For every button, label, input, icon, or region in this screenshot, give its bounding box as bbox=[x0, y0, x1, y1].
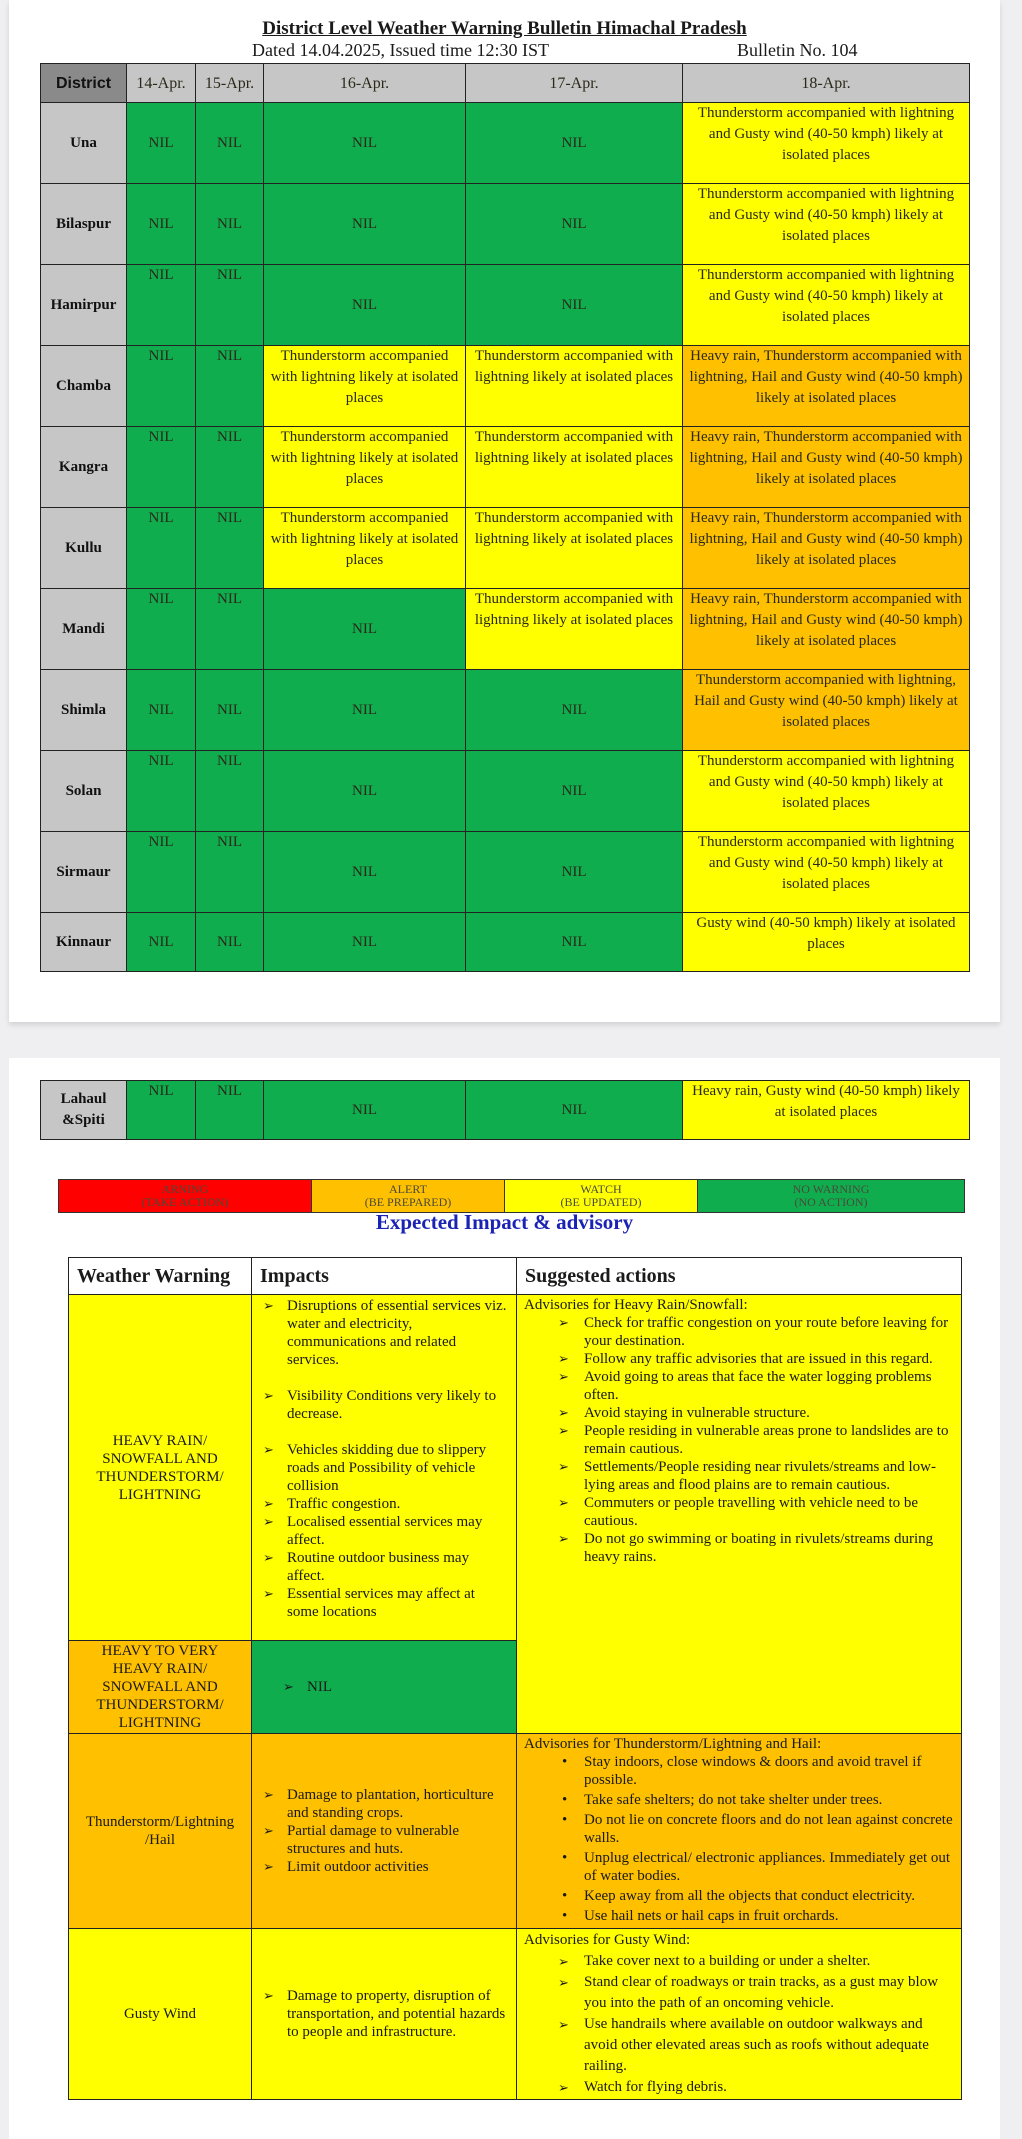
issue-date: Dated 14.04.2025, Issued time 12:30 IST bbox=[252, 40, 549, 60]
list-item: ➢ Take cover next to a building or under a shelter. bbox=[558, 1951, 956, 1972]
forecast-cell: Thunderstorm accompanied with lightning likely at isolated places bbox=[466, 589, 683, 670]
list-item: ➢ Traffic congestion. bbox=[263, 1495, 509, 1513]
warning-thunderstorm: Thunderstorm/Lightning /Hail bbox=[69, 1734, 252, 1929]
list-item: ➢ Do not go swimming or boating in rivulets/streams during heavy rains. bbox=[558, 1530, 956, 1566]
list-item: ➢ Avoid staying in vulnerable structure. bbox=[558, 1404, 956, 1422]
list-item: ➢ Localised essential services may affect. bbox=[263, 1513, 509, 1549]
list-item: • Stay indoors, close windows & doors and avoid travel if possible. bbox=[558, 1753, 956, 1789]
forecast-cell: Thunderstorm accompanied with lightning, Hail and Gusty wind (40-50 kmph) likely at isolated places bbox=[683, 670, 970, 751]
forecast-cell: NIL bbox=[264, 670, 466, 751]
list-item: ➢ Stand clear of roadways or train tracks, as a gust may blow you into the path of an oncoming vehicle. bbox=[558, 1972, 956, 2014]
list-item: ➢ Avoid going to areas that face the water logging problems often. bbox=[558, 1368, 956, 1404]
district-row bbox=[41, 832, 970, 913]
forecast-cell: NIL bbox=[127, 913, 196, 972]
bulletin-number: Bulletin No. 104 bbox=[737, 40, 858, 60]
forecast-cell: NIL bbox=[196, 832, 264, 913]
district-name: Solan bbox=[41, 751, 127, 832]
district-row bbox=[41, 508, 970, 589]
forecast-cell: Heavy rain, Thunderstorm accompanied with lightning, Hail and Gusty wind (40-50 kmph) likely at isolated places bbox=[683, 589, 970, 670]
forecast-cell: NIL bbox=[466, 751, 683, 832]
actions-gusty-wind bbox=[517, 1929, 962, 2100]
district-row bbox=[41, 670, 970, 751]
district-name: Chamba bbox=[41, 346, 127, 427]
list-item: ➢ NIL bbox=[283, 1678, 509, 1696]
actions-thunderstorm bbox=[517, 1734, 962, 1929]
impacts-gusty-wind bbox=[252, 1929, 517, 2100]
forecast-cell: NIL bbox=[196, 589, 264, 670]
forecast-cell: NIL bbox=[196, 103, 264, 184]
forecast-cell: Heavy rain, Thunderstorm accompanied with lightning, Hail and Gusty wind (40-50 kmph) likely at isolated places bbox=[683, 508, 970, 589]
forecast-cell: Thunderstorm accompanied with lightning likely at isolated places bbox=[264, 346, 466, 427]
district-row bbox=[41, 913, 970, 972]
district-row bbox=[41, 427, 970, 508]
district-row bbox=[41, 346, 970, 427]
list-item: ➢ Damage to plantation, horticulture and standing crops. bbox=[263, 1786, 509, 1822]
header-suggested-actions: Suggested actions bbox=[517, 1258, 962, 1295]
forecast-cell: Thunderstorm accompanied with lightning likely at isolated places bbox=[466, 427, 683, 508]
district-row bbox=[41, 103, 970, 184]
district-name: Bilaspur bbox=[41, 184, 127, 265]
forecast-cell: NIL bbox=[264, 751, 466, 832]
column-header-day2: 15-Apr. bbox=[196, 64, 264, 103]
legend-sublabel: (TAKE ACTION) bbox=[141, 1195, 229, 1209]
district-name: Una bbox=[41, 103, 127, 184]
list-item: ➢ Watch for flying debris. bbox=[558, 2077, 956, 2098]
district-name: Kullu bbox=[41, 508, 127, 589]
heavy-rain-row bbox=[69, 1295, 962, 1641]
legend-label: ALERT bbox=[389, 1182, 427, 1196]
list-item: ➢ Essential services may affect at some locations bbox=[263, 1585, 509, 1621]
district-name: Hamirpur bbox=[41, 265, 127, 346]
bulletin-title: District Level Weather Warning Bulletin Himachal Pradesh bbox=[262, 18, 747, 39]
column-header-district: District bbox=[41, 64, 127, 103]
forecast-cell: NIL bbox=[127, 670, 196, 751]
forecast-cell: NIL bbox=[127, 265, 196, 346]
actions-heading-gusty-wind: Advisories for Gusty Wind: bbox=[524, 1932, 691, 1948]
column-header-day5: 18-Apr. bbox=[683, 64, 970, 103]
forecast-cell: NIL bbox=[127, 589, 196, 670]
list-item: ➢ Partial damage to vulnerable structures and huts. bbox=[263, 1822, 509, 1858]
list-item: ➢ Use handrails where available on outdoor walkways and avoid other elevated areas such as roofs without adequate railing. bbox=[558, 2014, 956, 2077]
forecast-cell: NIL bbox=[196, 184, 264, 265]
forecast-cell: Thunderstorm accompanied with lightning likely at isolated places bbox=[264, 427, 466, 508]
list-item: ➢ Follow any traffic advisories that are issued in this regard. bbox=[558, 1350, 956, 1368]
list-item: ➢ Limit outdoor activities bbox=[263, 1858, 509, 1876]
list-item: ➢ Commuters or people travelling with vehicle need to be cautious. bbox=[558, 1494, 956, 1530]
forecast-cell: NIL bbox=[264, 913, 466, 972]
list-item: ➢ Disruptions of essential services viz. water and electricity, communications and related services. bbox=[263, 1297, 509, 1369]
gusty-wind-row bbox=[69, 1929, 962, 2100]
list-item: ➢ People residing in vulnerable areas prone to landslides are to remain cautious. bbox=[558, 1422, 956, 1458]
list-item: • Keep away from all the objects that conduct electricity. bbox=[558, 1887, 956, 1905]
district-warning-table-continued bbox=[40, 1080, 970, 1140]
legend-sublabel: (NO ACTION) bbox=[794, 1195, 868, 1209]
list-item: ➢ Damage to property, disruption of transportation, and potential hazards to people and infrastructure. bbox=[263, 1987, 509, 2041]
impacts-heavy-rain bbox=[252, 1295, 517, 1641]
list-item: • Take safe shelters; do not take shelter under trees. bbox=[558, 1791, 956, 1809]
forecast-cell: NIL bbox=[196, 751, 264, 832]
legend-label: NO WARNING bbox=[792, 1182, 870, 1196]
district-row bbox=[41, 1081, 970, 1140]
forecast-cell: NIL bbox=[127, 427, 196, 508]
district-row bbox=[41, 589, 970, 670]
forecast-cell: Heavy rain, Gusty wind (40-50 kmph) likely at isolated places bbox=[683, 1081, 970, 1140]
legend-label: ARNING bbox=[161, 1182, 209, 1196]
forecast-cell: Thunderstorm accompanied with lightning likely at isolated places bbox=[466, 346, 683, 427]
actions-heavy-rain bbox=[517, 1295, 962, 1734]
forecast-cell: Thunderstorm accompanied with lightning and Gusty wind (40-50 kmph) likely at isolated places bbox=[683, 265, 970, 346]
district-row bbox=[41, 265, 970, 346]
list-item: ➢ Routine outdoor business may affect. bbox=[263, 1549, 509, 1585]
column-header-day3: 16-Apr. bbox=[264, 64, 466, 103]
legend-item bbox=[59, 1180, 312, 1213]
legend-item bbox=[505, 1180, 698, 1213]
legend-label: WATCH bbox=[580, 1182, 622, 1196]
forecast-cell: Gusty wind (40-50 kmph) likely at isolated places bbox=[683, 913, 970, 972]
forecast-cell: Thunderstorm accompanied with lightning and Gusty wind (40-50 kmph) likely at isolated places bbox=[683, 751, 970, 832]
thunderstorm-row bbox=[69, 1734, 962, 1929]
impacts-very-heavy-rain bbox=[252, 1641, 517, 1734]
list-item: • Unplug electrical/ electronic appliances. Immediately get out of water bodies. bbox=[558, 1849, 956, 1885]
bulletin-page-1 bbox=[9, 0, 1000, 1022]
forecast-cell: NIL bbox=[127, 346, 196, 427]
forecast-cell: Thunderstorm accompanied with lightning and Gusty wind (40-50 kmph) likely at isolated places bbox=[683, 103, 970, 184]
actions-heading-heavy-rain: Advisories for Heavy Rain/Snowfall: bbox=[524, 1297, 748, 1313]
forecast-cell: NIL bbox=[127, 184, 196, 265]
forecast-cell: Thunderstorm accompanied with lightning and Gusty wind (40-50 kmph) likely at isolated places bbox=[683, 184, 970, 265]
district-name: Shimla bbox=[41, 670, 127, 751]
district-warning-table bbox=[40, 63, 970, 972]
list-item: • Do not lie on concrete floors and do not lean against concrete walls. bbox=[558, 1811, 956, 1847]
impacts-thunderstorm bbox=[252, 1734, 517, 1929]
bulletin-page-2 bbox=[9, 1058, 1000, 2139]
legend-sublabel: (BE PREPARED) bbox=[364, 1195, 452, 1209]
district-name: Sirmaur bbox=[41, 832, 127, 913]
forecast-cell: NIL bbox=[264, 589, 466, 670]
district-name: Kangra bbox=[41, 427, 127, 508]
forecast-cell: NIL bbox=[264, 184, 466, 265]
forecast-cell: NIL bbox=[127, 103, 196, 184]
forecast-cell: NIL bbox=[196, 1081, 264, 1140]
header-weather-warning: Weather Warning bbox=[69, 1258, 252, 1295]
list-item: ➢ Check for traffic congestion on your route before leaving for your destination. bbox=[558, 1314, 956, 1350]
list-item: ➢ Vehicles skidding due to slippery roads and Possibility of vehicle collision bbox=[263, 1441, 509, 1495]
district-name: Lahaul &Spiti bbox=[41, 1081, 127, 1140]
forecast-cell: Thunderstorm accompanied with lightning likely at isolated places bbox=[264, 508, 466, 589]
forecast-cell: NIL bbox=[196, 346, 264, 427]
legend-item bbox=[312, 1180, 505, 1213]
forecast-cell: NIL bbox=[127, 1081, 196, 1140]
expected-impact-title: Expected Impact & advisory bbox=[375, 1210, 634, 1234]
forecast-cell: NIL bbox=[466, 1081, 683, 1140]
forecast-cell: NIL bbox=[127, 832, 196, 913]
impact-header-row bbox=[69, 1258, 962, 1295]
impact-advisory-table bbox=[68, 1257, 962, 2100]
warning-heavy-rain: HEAVY RAIN/ SNOWFALL AND THUNDERSTORM/ LIGHTNING bbox=[69, 1295, 252, 1641]
forecast-cell: NIL bbox=[196, 265, 264, 346]
list-item: ➢ Settlements/People residing near rivulets/streams and low- lying areas and flood plains are to remain cautious. bbox=[558, 1458, 956, 1494]
warning-color-legend bbox=[58, 1179, 965, 1213]
forecast-cell: NIL bbox=[466, 103, 683, 184]
list-item: • Use hail nets or hail caps in fruit orchards. bbox=[558, 1907, 956, 1925]
column-header-day4: 17-Apr. bbox=[466, 64, 683, 103]
table-header-row bbox=[41, 64, 970, 103]
forecast-cell: NIL bbox=[466, 832, 683, 913]
warning-gusty-wind: Gusty Wind bbox=[69, 1929, 252, 2100]
district-name: Mandi bbox=[41, 589, 127, 670]
forecast-cell: NIL bbox=[264, 265, 466, 346]
forecast-cell: NIL bbox=[264, 832, 466, 913]
list-item: ➢ Visibility Conditions very likely to decrease. bbox=[263, 1387, 509, 1423]
forecast-cell: NIL bbox=[196, 508, 264, 589]
forecast-cell: NIL bbox=[196, 913, 264, 972]
legend-item bbox=[698, 1180, 965, 1213]
forecast-cell: NIL bbox=[264, 103, 466, 184]
district-name: Kinnaur bbox=[41, 913, 127, 972]
district-row bbox=[41, 751, 970, 832]
column-header-day1: 14-Apr. bbox=[127, 64, 196, 103]
forecast-cell: NIL bbox=[264, 1081, 466, 1140]
forecast-cell: Heavy rain, Thunderstorm accompanied with lightning, Hail and Gusty wind (40-50 kmph) likely at isolated places bbox=[683, 346, 970, 427]
forecast-cell: Thunderstorm accompanied with lightning and Gusty wind (40-50 kmph) likely at isolated places bbox=[683, 832, 970, 913]
forecast-cell: NIL bbox=[466, 670, 683, 751]
forecast-cell: NIL bbox=[196, 670, 264, 751]
warning-very-heavy-rain: HEAVY TO VERY HEAVY RAIN/ SNOWFALL AND THUNDERSTORM/ LIGHTNING bbox=[69, 1641, 252, 1734]
forecast-cell: NIL bbox=[466, 913, 683, 972]
district-row bbox=[41, 184, 970, 265]
forecast-cell: Heavy rain, Thunderstorm accompanied with lightning, Hail and Gusty wind (40-50 kmph) likely at isolated places bbox=[683, 427, 970, 508]
forecast-cell: NIL bbox=[466, 184, 683, 265]
forecast-cell: NIL bbox=[196, 427, 264, 508]
actions-heading-thunderstorm: Advisories for Thunderstorm/Lightning and Hail: bbox=[524, 1736, 822, 1752]
forecast-cell: Thunderstorm accompanied with lightning likely at isolated places bbox=[466, 508, 683, 589]
forecast-cell: NIL bbox=[466, 265, 683, 346]
header-impacts: Impacts bbox=[252, 1258, 517, 1295]
forecast-cell: NIL bbox=[127, 751, 196, 832]
legend-sublabel: (BE UPDATED) bbox=[560, 1195, 642, 1209]
forecast-cell: NIL bbox=[127, 508, 196, 589]
